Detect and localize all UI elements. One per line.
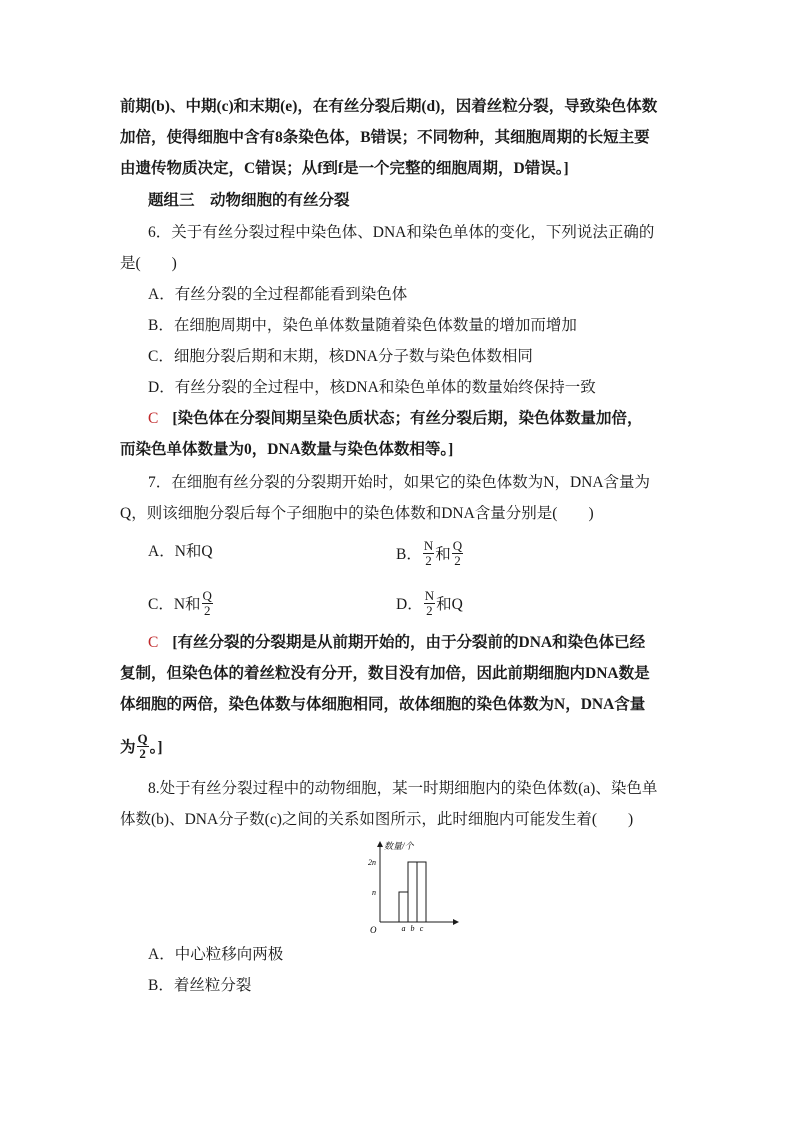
q7-option-a: A．N和Q xyxy=(148,543,213,560)
q6-option-d: D．有丝分裂的全过程中，核DNA和染色单体的数量始终保持一致 xyxy=(148,379,596,396)
y-axis-label: 数量/个 xyxy=(384,841,414,851)
q7-option-b-frac-q: $\frac{Q}{2}$ xyxy=(452,538,463,568)
q7-stem-line-2: Q，则该细胞分裂后每个子细胞中的染色体数和DNA含量分别是( ) xyxy=(120,505,594,522)
q6-option-b: B．在细胞周期中，染色单体数量随着染色体数量的增加而增加 xyxy=(148,317,577,334)
top-explanation-line-3: 由遗传物质决定，C错误；从f到f是一个完整的细胞周期，D错误。] xyxy=(120,160,569,177)
q7-stem-line-1: 7．在细胞有丝分裂的分裂期开始时，如果它的染色体数为N，DNA含量为 xyxy=(148,474,651,491)
origin-label: O xyxy=(370,925,377,935)
bar-b xyxy=(408,862,417,922)
q6-stem-line-1: 6．关于有丝分裂过程中染色体、DNA和染色单体的变化，下列说法正确的 xyxy=(148,224,655,241)
q6-stem-line-2: 是( ) xyxy=(120,255,177,272)
top-explanation-line-1: 前期(b)、中期(c)和末期(e)，在有丝分裂后期(d)，因着丝粒分裂，导致染色体数 xyxy=(120,98,658,115)
q8-stem-line-2: 体数(b)、DNA分子数(c)之间的关系如图所示，此时细胞内可能发生着( ) xyxy=(120,811,634,828)
q7-option-b-and: 和 xyxy=(435,546,451,564)
q6-explanation-line-2: 而染色单体数量为0，DNA数量与染色体数相等。] xyxy=(120,441,454,458)
q6-explanation-line-1 xyxy=(148,408,643,430)
x-tick-c: c xyxy=(419,924,424,933)
top-explanation-line-2: 加倍，使得细胞中含有8条染色体，B错误；不同物种，其细胞周期的长短主要 xyxy=(120,129,650,146)
q7-explanation-line-2: 复制，但染色体的着丝粒没有分开，数目没有加倍，因此前期细胞内DNA数是 xyxy=(120,665,650,682)
q7-option-b-label: B． xyxy=(396,546,422,564)
q7-answer: C xyxy=(148,634,159,651)
x-tick-a: a xyxy=(401,924,406,933)
q8-stem-line-1: 8.处于有丝分裂过程中的动物细胞，某一时期细胞内的染色体数(a)、染色单 xyxy=(148,780,658,797)
q7-option-d-label: D． xyxy=(396,596,423,614)
q7-explanation-frac: $\frac{Q}{2}$ xyxy=(137,731,148,761)
q7-explanation-text: [有丝分裂的分裂期是从前期开始的，由于分裂前的DNA和染色体已经 xyxy=(172,634,646,651)
q8-option-a: A．中心粒移向两极 xyxy=(148,946,284,963)
q6-option-a: A．有丝分裂的全过程都能看到染色体 xyxy=(148,286,408,303)
q7-option-c-label: C．N和 xyxy=(148,596,201,614)
q7-option-d-tail: 和Q xyxy=(436,596,463,614)
bar-c xyxy=(417,862,426,922)
q7-explanation-line-1 xyxy=(148,632,645,654)
bar-chart xyxy=(352,838,462,940)
y-tick-labels xyxy=(368,858,376,897)
bar-a xyxy=(399,892,408,922)
q7-option-c xyxy=(148,588,214,620)
q8-option-b: B．着丝粒分裂 xyxy=(148,977,252,994)
x-tick-labels xyxy=(402,924,424,933)
q7-option-b xyxy=(396,538,464,570)
q6-explanation-text: [染色体在分裂间期呈染色质状态；有丝分裂后期，染色体数量加倍， xyxy=(172,410,643,427)
q7-option-d xyxy=(396,588,463,620)
section-title: 题组三 动物细胞的有丝分裂 xyxy=(148,192,350,209)
q6-option-c: C．细胞分裂后期和末期，核DNA分子数与染色体数相同 xyxy=(148,348,533,365)
q7-option-c-frac-q: $\frac{Q}{2}$ xyxy=(202,588,212,618)
q6-answer: C xyxy=(148,410,159,427)
q7-option-d-frac-n: $\frac{N}{2}$ xyxy=(424,588,435,618)
q7-option-b-frac-n: $\frac{N}{2}$ xyxy=(423,538,434,568)
q7-explanation-line-4: 为 $\frac{Q}{2}$ 。] xyxy=(120,731,163,761)
q7-explanation-line-3: 体细胞的两倍，染色体数与体细胞相同，故体细胞的染色体数为N，DNA含量 xyxy=(120,696,646,713)
x-tick-b: b xyxy=(410,924,415,933)
y-tick-n: n xyxy=(372,888,376,897)
bars xyxy=(399,862,426,922)
y-tick-2n: 2n xyxy=(368,858,376,867)
